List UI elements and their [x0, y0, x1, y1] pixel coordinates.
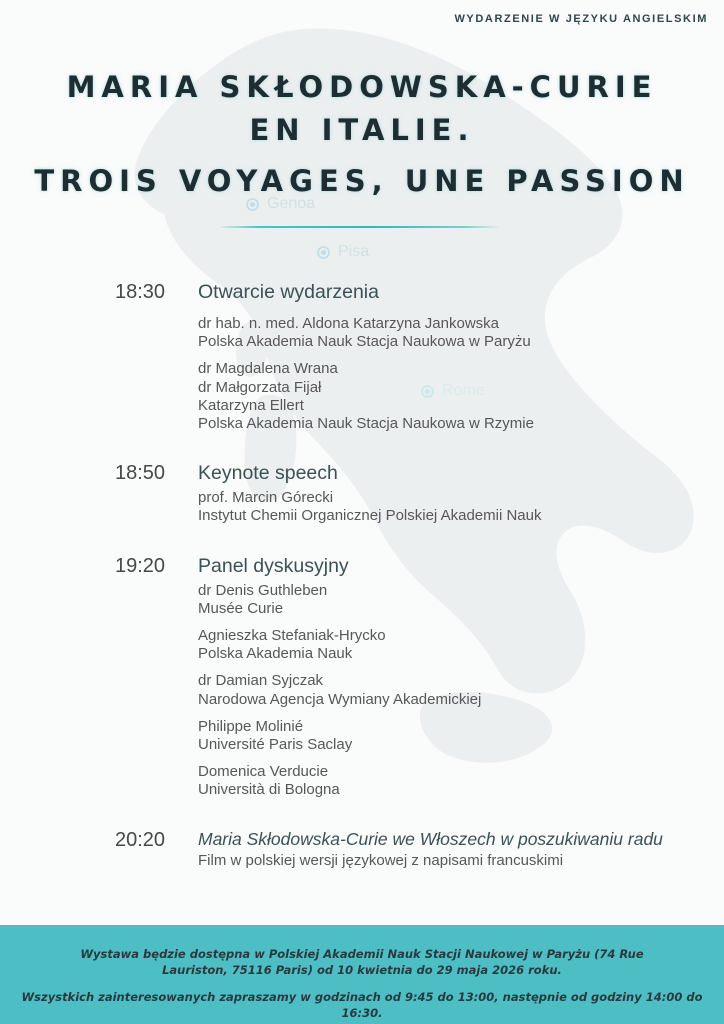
footer-hours-note: Wszystkich zainteresowanych zapraszamy w godzinach od 9:45 do 13:00, następnie od godziny 14:00 do 16:30. [21, 990, 703, 1020]
session-content [198, 462, 695, 525]
city-marker-label: Rome [442, 382, 485, 399]
map-pin-icon [246, 198, 259, 211]
speaker-affiliation: Narodowa Agencja Wymiany Akademickiej [198, 690, 482, 708]
session-content [198, 555, 695, 800]
speaker-group [198, 718, 695, 754]
time-label: 18:50 [115, 462, 166, 485]
language-badge: WYDARZENIE W JĘZYKU ANGIELSKIM [454, 13, 708, 25]
session-content [198, 281, 695, 433]
speaker-line: Domenica Verducie [198, 763, 329, 781]
teal-divider-line [220, 226, 498, 228]
speaker-affiliation: Polska Akademia Nauk Stacja Naukowa w Rzymie [198, 415, 534, 433]
speaker-group [198, 672, 695, 708]
speaker-affiliation: Université Paris Saclay [198, 736, 353, 754]
speaker-line: dr Denis Guthleben [198, 581, 328, 599]
speaker-line: Philippe Molinié [198, 717, 304, 735]
city-marker-label: Genoa [267, 195, 316, 212]
session-title: Otwarcie wydarzenia [198, 281, 379, 303]
poster-title-line3: TROIS VOYAGES, UNE PASSION [34, 164, 690, 198]
speaker-line: dr Damian Syjczak [198, 672, 324, 690]
speaker-line: Katarzyna Ellert [198, 396, 304, 414]
speaker-line: prof. Marcin Górecki [198, 489, 334, 507]
footer-exhibition-note: Wystawa będzie dostępna w Polskiej Akademii Nauk Stacji Naukowej w Paryżu (74 Rue Lauriston, 75116 Paris) od 10 kwietnia do 29 maja 2026 roku. [80, 947, 644, 977]
speaker-group [198, 315, 695, 351]
speaker-affiliation: Instytut Chemii Organicznej Polskiej Akademii Nauk [198, 507, 542, 525]
time-label: 20:20 [115, 828, 166, 851]
schedule-row-film [115, 829, 695, 870]
city-marker-label: Pisa [338, 243, 370, 260]
speaker-group [198, 360, 695, 433]
map-pin-icon [317, 246, 330, 259]
session-title: Panel dyskusyjny [198, 554, 349, 577]
speaker-line: Agnieszka Stefaniak-Hrycko [198, 627, 386, 645]
poster-title-line1: MARIA SKŁODOWSKA-CURIE [66, 70, 658, 104]
speaker-group [198, 763, 695, 799]
speaker-group [198, 582, 695, 618]
speaker-affiliation: Polska Akademia Nauk [198, 645, 353, 663]
speaker-affiliation: Università di Bologna [198, 781, 340, 799]
speaker-line: dr Małgorzata Fijał [198, 378, 322, 396]
event-schedule [115, 281, 695, 870]
time-label: 18:30 [115, 281, 166, 303]
speaker-line: dr hab. n. med. Aldona Katarzyna Jankowska [198, 315, 500, 332]
schedule-row-panel [115, 555, 695, 800]
time-label: 19:20 [115, 554, 166, 577]
film-title: Maria Skłodowska-Curie we Włoszech w poszukiwaniu radu [198, 828, 663, 849]
poster-title-line2: EN ITALIE. [249, 113, 475, 147]
city-marker-pisa [317, 243, 369, 261]
film-description: Film w polskiej wersji językowej z napisami francuskimi [198, 851, 564, 869]
speaker-line: dr Magdalena Wrana [198, 360, 338, 378]
session-title: Keynote speech [198, 462, 338, 485]
schedule-row-keynote [115, 462, 695, 525]
film-description-group [198, 852, 695, 870]
speaker-affiliation: Musée Curie [198, 599, 284, 617]
session-content [198, 829, 695, 870]
speaker-group [198, 489, 695, 525]
poster-title [0, 70, 724, 198]
schedule-row-opening [115, 281, 695, 433]
speaker-group [198, 627, 695, 663]
footer-banner [0, 925, 724, 1024]
speaker-affiliation: Polska Akademia Nauk Stacja Naukowa w Paryżu [198, 333, 531, 351]
